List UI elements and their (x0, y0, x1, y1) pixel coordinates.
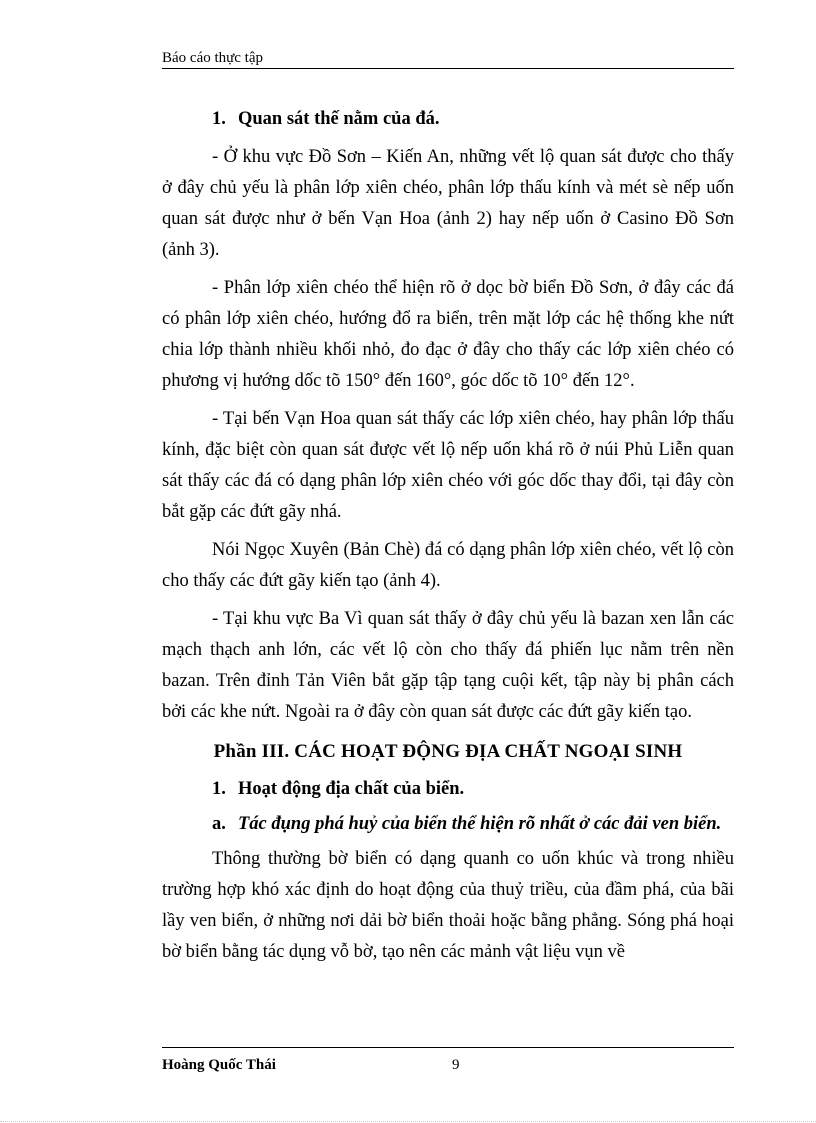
heading-number: 1. (212, 779, 226, 799)
paragraph: Thông thường bờ biển có dạng quanh co uốn khúc và trong nhiều trường hợp khó xác định do hoạt động của thuỷ triều, của đầm phá, của bãi lầy ven biển, ở những nơi dải bờ biển thoải hoặc bằng phẳng. Sóng phá hoại bờ biển bằng tác dụng vỗ bờ, tạo nên các mảnh vật liệu vụn về (162, 849, 734, 962)
paragraph: - Phân lớp xiên chéo thể hiện rõ ở dọc bờ biển Đồ Sơn, ở đây các đá có phân lớp xiên chéo, hướng đổ ra biển, trên mặt lớp các hệ thống khe nứt chia lớp thành nhiều khối nhỏ, đo đạc ở đây cho thấy các lớp xiên chéo có phương vị hướng dốc tõ 150° đến 160°, góc dốc tõ 10° đến 12°. (162, 278, 734, 391)
page-edge (0, 1121, 816, 1122)
paragraph: - Tại bến Vạn Hoa quan sát thấy các lớp xiên chéo, hay phân lớp thấu kính, đặc biệt còn quan sát được vết lộ nếp uốn khá rõ ở núi Phủ Liễn quan sát thấy các đá có dạng phân lớp xiên chéo với góc dốc thay đổi, tại đây còn bắt gặp các đứt gãy nhá. (162, 409, 734, 522)
footer-author: Hoàng Quốc Thái (162, 1057, 276, 1073)
paragraph: Nói Ngọc Xuyên (Bản Chè) đá có dạng phân lớp xiên chéo, vết lộ còn cho thấy các đứt gãy kiến tạo (ảnh 4). (162, 540, 734, 591)
heading-observation (212, 104, 734, 135)
paragraph: - Ở khu vực Đồ Sơn – Kiến An, những vết lộ quan sát được cho thấy ở đây chủ yếu là phân lớp xiên chéo, phân lớp thấu kính và mét sè nếp uốn quan sát được như ở bến Vạn Hoa (ảnh 2) hay nếp uốn ở Casino Đồ Sơn (ảnh 3). (162, 147, 734, 260)
page-number: 9 (452, 1057, 460, 1073)
heading-number: 1. (212, 109, 226, 129)
subheading-text: Tác đụng phá huỷ của biển thể hiện rõ nhất ở các đải ven biển. (238, 814, 722, 834)
subheading-letter: a. (212, 814, 226, 834)
header-title: Báo cáo thực tập (162, 50, 264, 66)
footer-divider (162, 1047, 734, 1048)
section-title: Phần III. CÁC HOẠT ĐỘNG ĐỊA CHẤT NGOẠI SINH (213, 741, 683, 762)
page-footer (162, 1055, 734, 1075)
page-header (162, 48, 734, 69)
heading-text: Hoạt động địa chất của biển. (238, 779, 465, 799)
heading-sea-activity (212, 774, 734, 805)
heading-text: Quan sát thế nằm của đá. (238, 109, 440, 129)
paragraph: - Tại khu vực Ba Vì quan sát thấy ở đây chủ yếu là bazan xen lẫn các mạch thạch anh lớn, các vết lộ còn cho thấy đá phiến lục nằm trên nền bazan. Trên đỉnh Tản Viên bắt gặp tập tạng cuội kết, tập này bị phân cách bởi các khe nứt. Ngoài ra ở đây còn quan sát được các đứt gãy kiến tạo. (162, 609, 734, 722)
subheading (212, 809, 734, 840)
page-content (162, 104, 734, 975)
